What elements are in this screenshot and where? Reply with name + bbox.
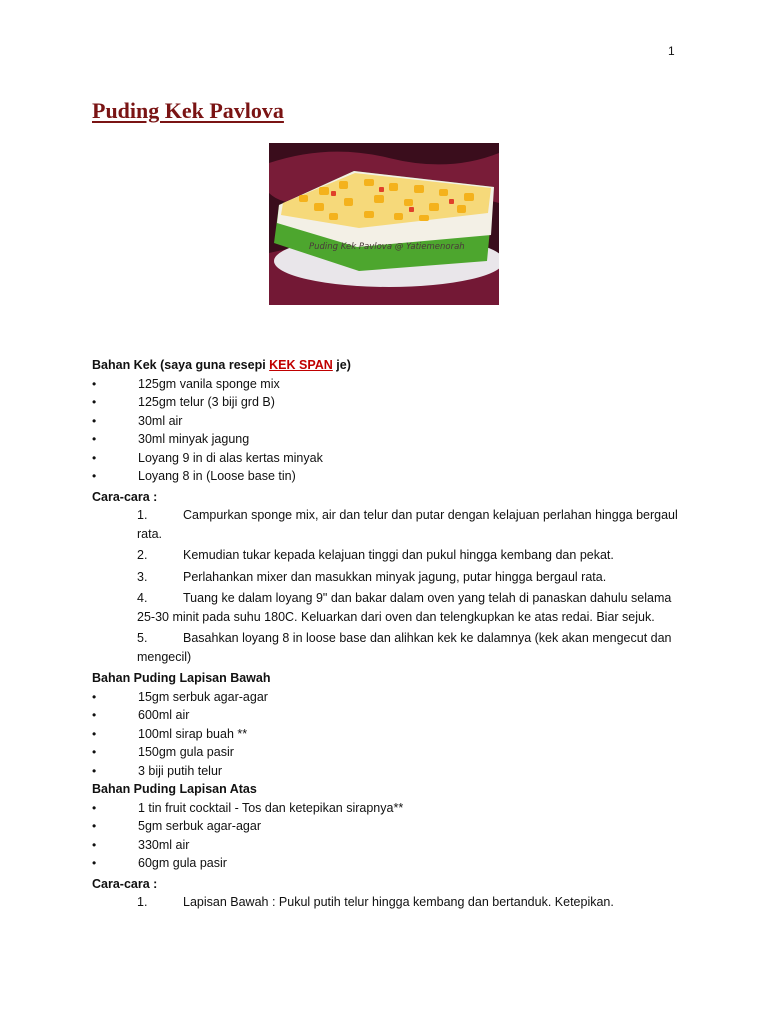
cara-cara-steps-2	[92, 893, 682, 912]
step-item	[92, 568, 682, 587]
list-item: • Loyang 8 in (Loose base tin)	[92, 467, 682, 486]
cara-cara-heading-2: Cara-cara :	[92, 876, 158, 891]
lapisan-atas-heading: Bahan Puding Lapisan Atas	[92, 782, 257, 796]
list-item: • 600ml air	[92, 706, 682, 725]
bahan-kek-list	[92, 375, 682, 486]
kek-span-link[interactable]: KEK SPAN	[269, 358, 333, 372]
photo-watermark: Puding Kek Pavlova @ Yatiemenorah	[309, 242, 465, 252]
step-number: 4.	[137, 591, 148, 605]
step-item	[92, 629, 682, 666]
page-number: 1	[668, 44, 675, 58]
lapisan-bawah-list	[92, 688, 682, 781]
step-text: Perlahankan mixer dan masukkan minyak jagung, putar hingga bergaul rata.	[183, 569, 607, 584]
bahan-kek-heading	[92, 356, 682, 375]
list-item: • 15gm serbuk agar-agar	[92, 688, 682, 707]
list-item: • 330ml air	[92, 836, 682, 855]
lapisan-atas-list	[92, 799, 682, 873]
recipe-content	[92, 356, 682, 915]
step-number: 3.	[137, 569, 148, 584]
lapisan-bawah-heading: Bahan Puding Lapisan Bawah	[92, 671, 271, 685]
step-text: Lapisan Bawah : Pukul putih telur hingga kembang dan bertanduk. Ketepikan.	[183, 895, 614, 909]
list-item: • 5gm serbuk agar-agar	[92, 817, 682, 836]
list-item: • 125gm telur (3 biji grd B)	[92, 393, 682, 412]
list-item: • 60gm gula pasir	[92, 854, 682, 873]
recipe-title: Puding Kek Pavlova	[92, 98, 284, 123]
step-text: Tuang ke dalam loyang 9" dan bakar dalam oven yang telah di panaskan dahulu selama 25-30 minit pada suhu 180C. Keluarkan dari oven dan telengkupkan ke atas redai. Biar sejuk.	[137, 591, 672, 624]
list-item: • 3 biji putih telur	[92, 762, 682, 781]
list-item: • 100ml sirap buah **	[92, 725, 682, 744]
list-item: • 1 tin fruit cocktail - Tos dan ketepikan sirapnya**	[92, 799, 682, 818]
step-text: Kemudian tukar kepada kelajuan tinggi dan pukul hingga kembang dan pekat.	[183, 548, 614, 562]
step-number: 2.	[137, 548, 148, 562]
list-item: • Loyang 9 in di alas kertas minyak	[92, 449, 682, 468]
step-number: 1.	[137, 508, 148, 522]
step-item	[92, 546, 682, 565]
step-number: 5.	[137, 631, 148, 645]
list-item: • 150gm gula pasir	[92, 743, 682, 762]
list-item: • 30ml air	[92, 412, 682, 431]
cara-cara-heading: Cara-cara :	[92, 489, 158, 504]
step-item	[92, 506, 682, 543]
step-text: Basahkan loyang 8 in loose base dan alihkan kek ke dalamnya (kek akan mengecut dan mengecil)	[137, 631, 672, 664]
step-number: 1.	[137, 895, 148, 909]
list-item: • 30ml minyak jagung	[92, 430, 682, 449]
bahan-kek-heading-text: Bahan Kek (saya guna resepi	[92, 358, 270, 372]
cara-cara-steps	[92, 506, 682, 666]
recipe-photo	[269, 143, 499, 305]
step-item	[92, 589, 682, 626]
list-item: • 125gm vanila sponge mix	[92, 375, 682, 394]
bahan-kek-heading-suffix: je)	[332, 358, 351, 372]
step-item	[92, 893, 682, 912]
step-text: Campurkan sponge mix, air dan telur dan putar dengan kelajuan perlahan hingga bergaul rata.	[137, 508, 678, 541]
